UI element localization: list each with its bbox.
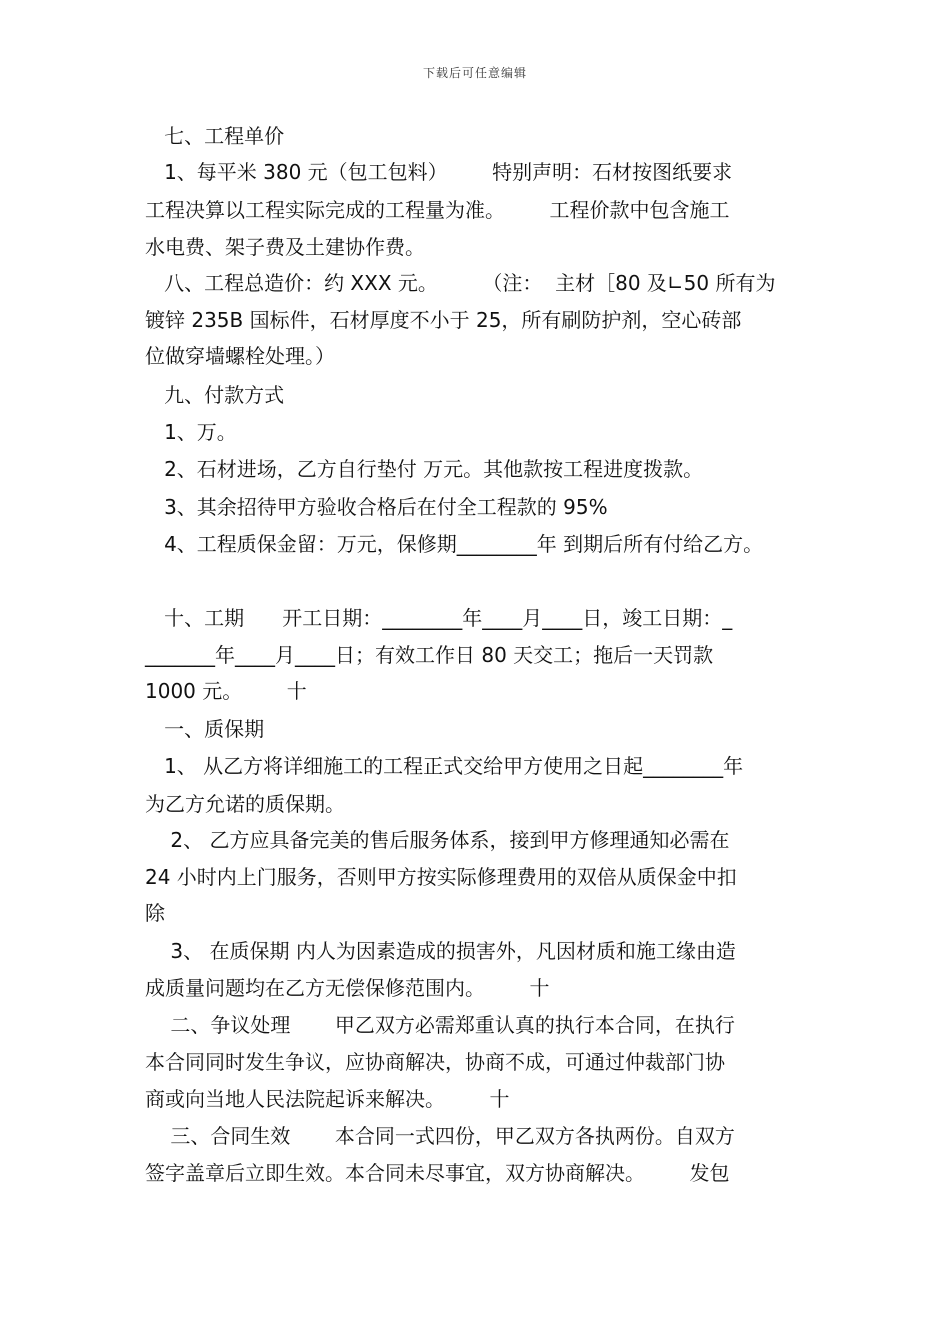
text-line: 1、每平米 380 元（包工包料） 特别声明：石材按图纸要求 xyxy=(145,160,733,184)
text-line: 2、 乙方应具备完美的售后服务体系，接到甲方修理通知必需在 xyxy=(145,828,730,852)
text-line: 24 小时内上门服务，否则甲方按实际修理费用的双倍从质保金中扣 xyxy=(145,865,737,889)
section-10-heading: 十、工期 开工日期：________年____月____日，竣工日期：_ xyxy=(145,606,733,630)
section-9-heading: 九、付款方式 xyxy=(145,383,285,407)
text-line: 为乙方允诺的质保期。 xyxy=(145,792,345,816)
section-8-heading: 八、工程总造价：约 XXX 元。 （注： 主材［80 及∟50 所有为 xyxy=(145,271,776,295)
text-line: 1000 元。 十 xyxy=(145,679,307,703)
text-line: 签字盖章后立即生效。本合同未尽事宜，双方协商解决。 发包 xyxy=(145,1161,730,1185)
text-line: 3、其余招待甲方验收合格后在付全工程款的 95% xyxy=(145,495,608,519)
text-line: 3、 在质保期 内人为因素造成的损害外，凡因材质和施工缘由造 xyxy=(145,939,736,963)
section-12-heading: 二、争议处理 甲乙双方必需郑重认真的执行本合同，在执行 xyxy=(145,1013,735,1037)
text-line: 商或向当地人民法院起诉来解决。 十 xyxy=(145,1087,510,1111)
text-line: _______年____月____日；有效工作日 80 天交工；拖后一天罚款 xyxy=(145,643,714,667)
text-line: 除 xyxy=(145,901,165,925)
text-line: 位做穿墙螺栓处理。） xyxy=(145,344,335,368)
text-line: 镀锌 235B 国标件，石材厚度不小于 25，所有刷防护剂，空心砖部 xyxy=(145,308,742,332)
page-header: 下载后可任意编辑 xyxy=(422,66,527,80)
text-line: 1、万。 xyxy=(145,420,237,444)
section-13-heading: 三、合同生效 本合同一式四份，甲乙双方各执两份。自双方 xyxy=(145,1124,735,1148)
text-line: 水电费、架子费及土建协作费。 xyxy=(145,235,425,259)
text-line: 成质量问题均在乙方无偿保修范围内。 十 xyxy=(145,976,550,1000)
text-line: 1、 从乙方将详细施工的工程正式交给甲方使用之日起________年 xyxy=(145,754,744,778)
text-line: 4、工程质保金留：万元，保修期________年 到期后所有付给乙方。 xyxy=(145,532,764,556)
section-11-heading: 一、质保期 xyxy=(145,717,265,741)
text-line: 本合同同时发生争议，应协商解决，协商不成，可通过仲裁部门协 xyxy=(145,1050,725,1074)
text-line: 工程决算以工程实际完成的工程量为准。 工程价款中包含施工 xyxy=(145,198,730,222)
section-7-heading: 七、工程单价 xyxy=(145,124,285,148)
text-line: 2、石材进场，乙方自行垫付 万元。其他款按工程进度拨款。 xyxy=(145,457,704,481)
